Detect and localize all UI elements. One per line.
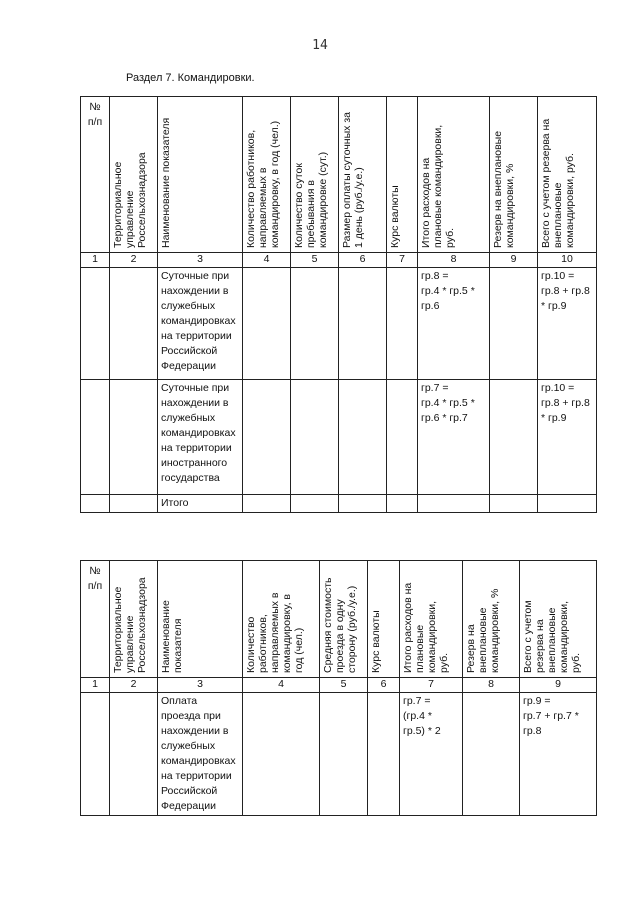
- formula-col9: гр.9 = гр.7 + гр.7 * гр.8: [523, 695, 579, 737]
- header-cell: [418, 97, 490, 253]
- formula-col8: гр.7 = гр.4 * гр.5 * гр.6 * гр.7: [421, 382, 475, 424]
- column-number: 6: [368, 678, 400, 693]
- header-label: Количество суток пребывания в командировке (сут.): [293, 151, 329, 248]
- table-row: [81, 268, 597, 380]
- header-cell: [520, 561, 597, 678]
- column-number: 5: [320, 678, 368, 693]
- table-cell: [418, 495, 490, 513]
- column-number: 4: [243, 253, 291, 268]
- table-cell: [243, 268, 291, 380]
- header-cell: [368, 561, 400, 678]
- table-cell: [339, 380, 387, 495]
- header-label: Территориальное управление Россельхознадзора: [112, 152, 148, 248]
- column-number: 8: [463, 678, 520, 693]
- table-cell: [400, 693, 463, 816]
- column-number-row: [81, 253, 597, 268]
- formula-col10: гр.10 = гр.8 + гр.8 * гр.9: [541, 382, 590, 424]
- table-cell: [243, 495, 291, 513]
- table-cell: [81, 693, 110, 816]
- table-cell: [490, 268, 538, 380]
- header-label: Резерв на внеплановые командировки, %: [465, 588, 501, 673]
- table-cell: [81, 380, 110, 495]
- header-cell-number: № п/п: [81, 97, 110, 253]
- table-cell: [538, 495, 597, 513]
- formula-col7: гр.7 = (гр.4 * гр.5) * 2: [403, 695, 441, 737]
- table-cell: [110, 693, 158, 816]
- column-number: 2: [110, 253, 158, 268]
- table-row: [81, 693, 597, 816]
- table-cell: [538, 380, 597, 495]
- table-cell: [463, 693, 520, 816]
- table-cell: [418, 380, 490, 495]
- table-row-total: [81, 495, 597, 513]
- header-label: Наименование показателя: [160, 117, 172, 248]
- header-label: Средняя стоимость проезда в одну сторону (руб./у.е.): [322, 577, 358, 673]
- column-number: 6: [339, 253, 387, 268]
- header-cell: [291, 97, 339, 253]
- header-cell: [490, 97, 538, 253]
- table-cell: [158, 380, 243, 495]
- formula-col8: [418, 495, 489, 497]
- total-label: Итого: [161, 497, 189, 509]
- header-label: Размер оплаты суточных за 1 день (руб./у.е.): [341, 112, 365, 248]
- header-label: Всего с учетом резерва на внеплановые командировки, руб.: [522, 600, 582, 673]
- formula-col8: гр.8 = гр.4 * гр.5 * гр.6: [421, 270, 475, 312]
- formula-col10: [538, 495, 596, 497]
- header-cell: [339, 97, 387, 253]
- table-cell: [291, 268, 339, 380]
- table-cell: [81, 495, 110, 513]
- table-cell: [110, 495, 158, 513]
- table-header-row: [81, 97, 597, 253]
- header-cell: [243, 561, 320, 678]
- header-label: Резерв на внеплановые командировки, %: [492, 130, 516, 248]
- table-cell: [387, 380, 418, 495]
- table-cell: [490, 495, 538, 513]
- travel-fare-table: [80, 560, 597, 816]
- header-cell: [158, 561, 243, 678]
- column-number: 9: [490, 253, 538, 268]
- table-cell: [291, 380, 339, 495]
- table-cell: [339, 268, 387, 380]
- business-trips-per-diem-table: [80, 96, 597, 513]
- column-number-row: [81, 678, 597, 693]
- table-cell: [81, 268, 110, 380]
- column-number: 5: [291, 253, 339, 268]
- header-cell-number: № п/п: [81, 561, 110, 678]
- column-number: 3: [158, 253, 243, 268]
- table-cell: [368, 693, 400, 816]
- column-number: 8: [418, 253, 490, 268]
- column-number: 10: [538, 253, 597, 268]
- column-number: 3: [158, 678, 243, 693]
- header-cell: [387, 97, 418, 253]
- table-cell: [320, 693, 368, 816]
- table-cell: [490, 380, 538, 495]
- header-label: Курс валюты: [389, 185, 401, 248]
- table-cell: [110, 268, 158, 380]
- header-label: Территориальное управление Россельхознадзора: [112, 577, 148, 673]
- section-title: Раздел 7. Командировки.: [126, 72, 255, 84]
- header-label: Итого расходов на плановые командировки, руб.: [420, 124, 456, 248]
- header-label: Наименование показателя: [160, 600, 184, 673]
- header-label: Количество работников, направляемых в командировку, в год (чел.): [245, 592, 305, 673]
- header-label: Количество работников, направляемых в командировку, в год (чел.): [245, 120, 281, 248]
- header-label: Всего с учетом резерва на внеплановые командировки, руб.: [540, 118, 576, 248]
- header-label: Курс валюты: [370, 610, 382, 673]
- table-cell: [387, 268, 418, 380]
- header-label: Итого расходов на плановые командировки, руб.: [402, 582, 450, 673]
- table-cell: [158, 693, 243, 816]
- header-cell: [538, 97, 597, 253]
- column-number: 7: [387, 253, 418, 268]
- table-cell: [243, 693, 320, 816]
- column-number: 4: [243, 678, 320, 693]
- table-cell: [387, 495, 418, 513]
- row-name: Суточные при нахождении в служебных командировках на территории иностранного государства: [161, 382, 236, 484]
- header-cell: [320, 561, 368, 678]
- table-cell: [418, 268, 490, 380]
- column-number: 9: [520, 678, 597, 693]
- header-cell: [463, 561, 520, 678]
- table-cell: [158, 268, 243, 380]
- column-number: 7: [400, 678, 463, 693]
- table-cell: [339, 495, 387, 513]
- table-cell: [243, 380, 291, 495]
- page-number: 14: [312, 38, 328, 53]
- column-number: 2: [110, 678, 158, 693]
- table-cell: [520, 693, 597, 816]
- table-cell: [291, 495, 339, 513]
- row-name: Суточные при нахождении в служебных командировках на территории Российской Федерации: [161, 270, 236, 372]
- table-cell: [158, 495, 243, 513]
- header-cell: [243, 97, 291, 253]
- column-number: 1: [81, 253, 110, 268]
- column-number: 1: [81, 678, 110, 693]
- formula-col10: гр.10 = гр.8 + гр.8 * гр.9: [541, 270, 590, 312]
- header-cell: [400, 561, 463, 678]
- header-cell: [110, 97, 158, 253]
- table-header-row: [81, 561, 597, 678]
- header-cell: [110, 561, 158, 678]
- row-name: Оплата проезда при нахождении в служебных командировках на территории Российской Федерации: [161, 695, 236, 812]
- table-cell: [538, 268, 597, 380]
- table-row: [81, 380, 597, 495]
- table-cell: [110, 380, 158, 495]
- header-cell: [158, 97, 243, 253]
